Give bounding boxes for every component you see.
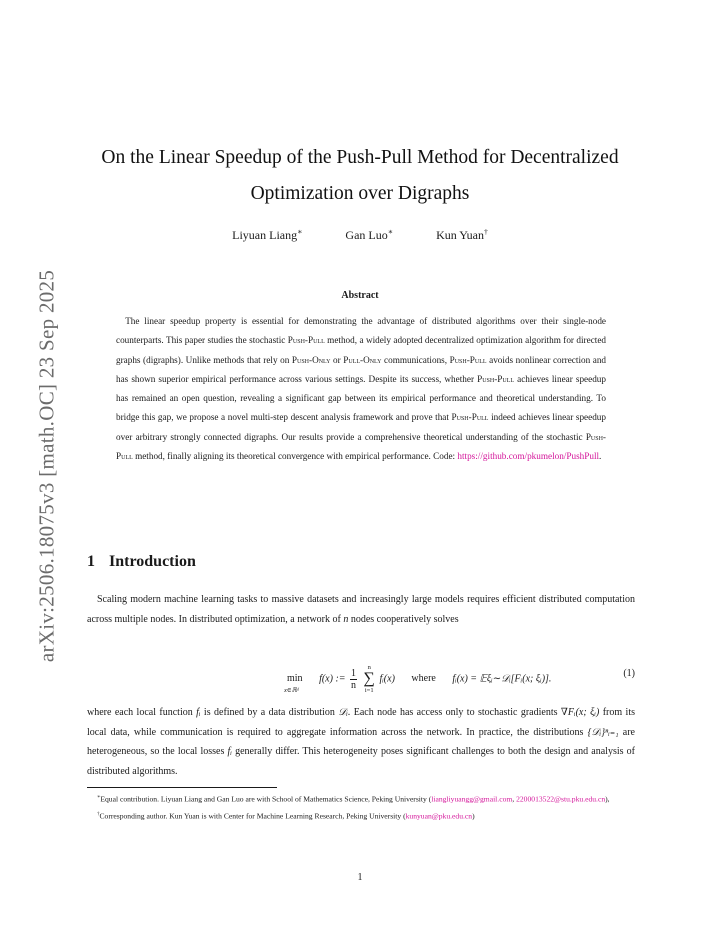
abstract-text: method, a widely adopted decentralized optimization algorithm for directed graphs (digraphs). Unlike methods that rely on — [116, 335, 606, 365]
section-number: 1 — [87, 553, 95, 570]
footnotes — [87, 790, 635, 823]
body-text: where each local function — [87, 707, 197, 718]
body-text: . Each node has access only to stochastic gradients — [347, 707, 561, 718]
abstract-text: avoids nonlinear correction and has shown superior empirical performance across various settings. Despite its success, whether — [116, 354, 607, 384]
body-text: generally differ. This heterogeneity poses significant challenges to both the design and analysis of distributed algorithms. — [87, 746, 636, 777]
method-name: Push-Pull — [451, 412, 489, 423]
author-2 — [345, 227, 393, 243]
intro-paragraph-2 — [87, 703, 635, 781]
paper-title — [60, 140, 660, 212]
author-1 — [232, 227, 302, 243]
footnote-1 — [87, 790, 635, 807]
equation-number: (1) — [623, 668, 635, 679]
body-text: nodes cooperatively solves — [348, 613, 459, 625]
abstract-body — [116, 312, 606, 466]
eq-sum-lower: i=1 — [364, 687, 374, 694]
eq-fraction — [350, 668, 357, 691]
body-text: from its local data, while communication is required to aggregate information across the network. In practice, the distributions — [87, 707, 635, 738]
math-variable: n — [343, 613, 349, 625]
equation-1 — [87, 658, 635, 694]
math-expression: {𝒟ᵢ}ⁿᵢ₌₁ — [587, 726, 619, 738]
abstract-text: indeed achieves linear speedup over arbitrary strongly connected digraphs. Our results provide a comprehensive theoretical understanding of the stochastic — [116, 412, 606, 442]
footnote-text: , — [512, 794, 517, 804]
email-link[interactable]: kunyuan@pku.edu.cn — [405, 811, 473, 821]
abstract-text: or — [330, 354, 344, 365]
author-name: Gan Luo — [345, 228, 388, 242]
abstract-text: The linear speedup property is essential for demonstrating the advantage of distributed algorithms over their single-node counterparts. This paper studies the stochastic — [116, 316, 606, 346]
abstract-text: method, finally aligning its theoretical convergence with empirical performance. Code: — [132, 451, 458, 462]
code-link[interactable]: https://github.com/pkumelon/PushPull — [457, 451, 600, 462]
method-name: Push-Pull — [116, 431, 606, 462]
math-variable: fᵢ — [227, 746, 232, 757]
eq-sum-upper: n — [367, 664, 371, 671]
author-mark: ∗ — [387, 227, 394, 236]
abstract-heading: Abstract — [341, 290, 379, 301]
body-text: are heterogeneous, so the local losses — [87, 726, 635, 757]
footnote-2 — [87, 807, 635, 824]
equation-body — [284, 664, 552, 695]
eq-frac-denominator: n — [351, 679, 357, 691]
body-text: is defined by a data distribution — [200, 707, 339, 718]
email-link[interactable]: liangliyuangg@gmail.com — [431, 794, 513, 804]
section-heading — [87, 553, 196, 571]
body-text: Scaling modern machine learning tasks to massive datasets and increasingly large models requires efficient distributed computation across multiple nodes. In distributed optimization, a network of — [87, 594, 635, 625]
eq-sum-term: fᵢ(x) — [379, 673, 395, 685]
intro-paragraph-1 — [87, 590, 635, 629]
author-mark: ∗ — [297, 227, 303, 236]
footnote-text: ), — [605, 794, 610, 804]
eq-min-subscript: x∈ℝᵈ — [284, 687, 299, 695]
arxiv-stamp: arXiv:2506.18075v3 [math.OC] 23 Sep 2025 — [34, 269, 59, 663]
title-line-2: Optimization over Digraphs — [250, 183, 470, 204]
footnote-rule — [87, 787, 277, 788]
author-3 — [436, 227, 488, 243]
title-line-1: On the Linear Speedup of the Push-Pull Method for Decentralized — [101, 147, 619, 168]
footnote-text: Corresponding author. Kun Yuan is with Center for Machine Learning Research, Peking University ( — [99, 811, 406, 821]
method-name: Push-Pull — [287, 335, 325, 346]
method-name: Push-Pull — [477, 373, 515, 384]
method-name: Push-Only — [291, 354, 331, 365]
email-link[interactable]: 2200013522@stu.pku.edu.cn — [516, 794, 606, 804]
author-mark: † — [483, 227, 488, 236]
footnote-text: Equal contribution. Liyuan Liang and Gan Luo are with School of Mathematics Science, Peking University ( — [100, 794, 432, 804]
eq-where: where — [411, 673, 436, 685]
eq-lhs: f(x) := — [319, 673, 346, 685]
page-number: 1 — [357, 872, 363, 883]
abstract-text: achieves linear speedup has remained an open question, revealing a significant gap between its empirical performance and theoretical understanding. To bridge this gap, we propose a novel multi-step descent analysis framework and prove that — [116, 373, 606, 423]
eq-rhs: fᵢ(x) = 𝔼ξᵢ∼𝒟ᵢ[Fᵢ(x; ξᵢ)]. — [452, 673, 552, 685]
author-name: Kun Yuan — [436, 228, 484, 242]
math-variable: 𝒟ᵢ — [338, 707, 348, 718]
footnote-mark: † — [97, 811, 100, 817]
footnote-mark: ∗ — [97, 795, 101, 800]
abstract-text: . — [599, 451, 602, 462]
abstract-text: communications, — [381, 354, 450, 365]
author-list — [0, 227, 720, 243]
method-name: Pull-Only — [343, 354, 382, 365]
footnote-text: ) — [472, 811, 475, 821]
eq-min-operator: min — [287, 673, 303, 685]
method-name: Push-Pull — [449, 354, 487, 365]
eq-frac-numerator: 1 — [351, 667, 357, 679]
section-title: Introduction — [109, 553, 196, 570]
math-expression: ∇Fᵢ(x; ξᵢ) — [560, 707, 600, 718]
math-variable: fᵢ — [196, 707, 201, 718]
eq-summation — [364, 664, 375, 694]
eq-min — [284, 673, 303, 695]
author-name: Liyuan Liang — [232, 228, 298, 242]
eq-sum-symbol: ∑ — [363, 670, 375, 687]
